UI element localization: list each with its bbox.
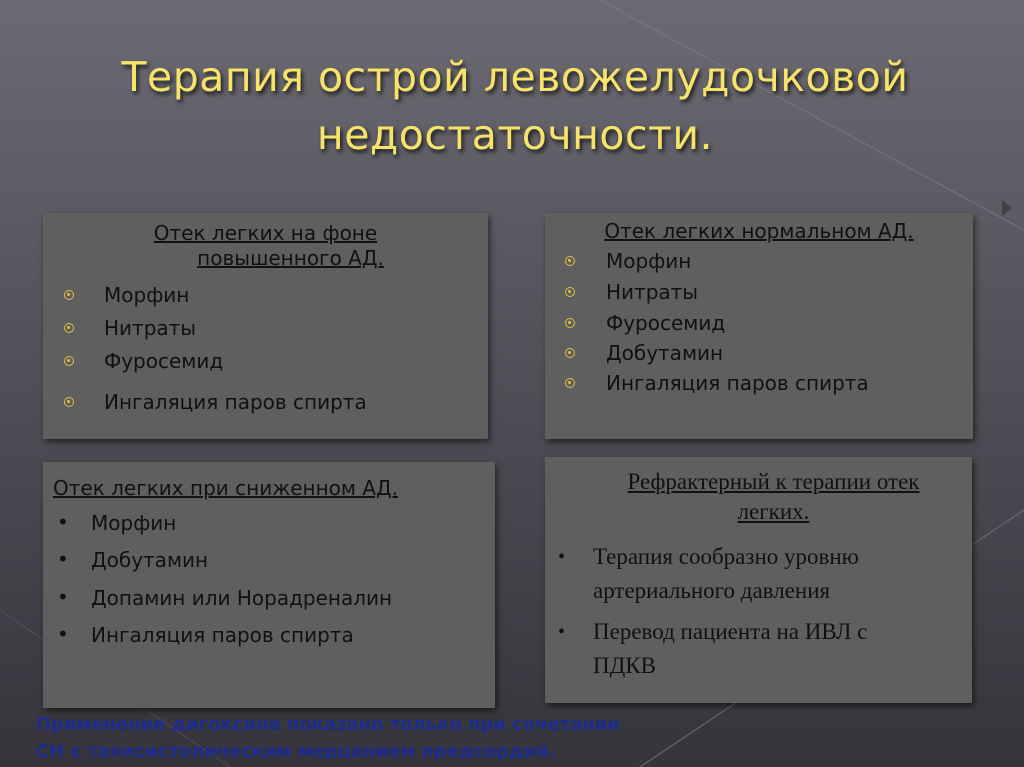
list-item-label: Ингаляция паров спирта xyxy=(91,623,354,647)
box-low-bp-header: Отек легких при сниженном АД. xyxy=(53,476,399,500)
box-high-bp-header-line1: Отек легких на фоне xyxy=(153,221,378,245)
box-normal-bp xyxy=(545,213,973,439)
list-item xyxy=(545,540,972,608)
ring-bullet-icon xyxy=(565,287,575,297)
box-refractory-header xyxy=(545,467,972,527)
ring-bullet-icon xyxy=(565,378,575,388)
list-item-label: Морфин xyxy=(606,249,692,273)
list-item-label: Допамин или Норадреналин xyxy=(91,586,393,610)
bullet-dot-icon: • xyxy=(57,510,69,534)
list-item-label: Ингаляция паров спирта xyxy=(606,371,869,395)
box-normal-bp-header: Отек легких нормальном АД. xyxy=(604,219,914,243)
footer-note xyxy=(36,711,756,765)
list-item-label: Нитраты xyxy=(606,280,699,304)
list-item-label-line2: артериального давления xyxy=(593,578,831,603)
box-refractory xyxy=(545,457,972,703)
slide-title-line1: Терапия острой левожелудочковой xyxy=(121,53,909,101)
list-item-label: Фуросемид xyxy=(606,311,726,335)
box-refractory-header-line2: легких. xyxy=(737,499,810,524)
box-low-bp xyxy=(43,462,495,708)
ring-bullet-icon xyxy=(64,290,74,300)
list-item-label: Нитраты xyxy=(104,316,197,340)
list-item-label: Морфин xyxy=(91,511,177,535)
bullet-dot-icon: • xyxy=(558,621,566,643)
ring-bullet-icon xyxy=(64,356,74,366)
ring-bullet-icon xyxy=(565,348,575,358)
list-item-label: Фуросемид xyxy=(104,349,224,373)
list-item xyxy=(545,615,972,683)
box-high-bp-header-line2: повышенного АД. xyxy=(197,246,384,270)
list-item-label-line2: ПДКВ xyxy=(593,653,656,678)
list-item-label: Ингаляция паров спирта xyxy=(104,390,367,414)
bullet-dot-icon: • xyxy=(57,547,69,571)
list-item-label: Добутамин xyxy=(91,548,209,572)
ring-bullet-icon xyxy=(565,318,575,328)
bullet-dot-icon: • xyxy=(558,546,566,568)
list-item-label-line1: Перевод пациента на ИВЛ с xyxy=(593,619,868,644)
bullet-dot-icon: • xyxy=(57,585,69,609)
list-item-label: Морфин xyxy=(104,283,190,307)
list-item-label: Добутамин xyxy=(606,341,724,365)
slide-title-line2: недостаточности. xyxy=(316,111,714,159)
ring-bullet-icon xyxy=(64,397,74,407)
box-high-bp-header xyxy=(43,221,488,271)
box-refractory-header-line1: Рефрактерный к терапии отек xyxy=(627,469,920,494)
list-item-label-line1: Терапия сообразно уровню xyxy=(593,544,859,569)
ring-bullet-icon xyxy=(565,256,575,266)
box-high-bp xyxy=(43,213,488,439)
footer-note-line2: СН с тахисистолическим мерцанием предсердий. xyxy=(36,741,556,762)
ring-bullet-icon xyxy=(64,323,74,333)
slide-title xyxy=(60,48,970,164)
bullet-dot-icon: • xyxy=(57,622,69,646)
footer-note-line1: Применение дигоксина показано только при сочетании xyxy=(36,714,621,735)
